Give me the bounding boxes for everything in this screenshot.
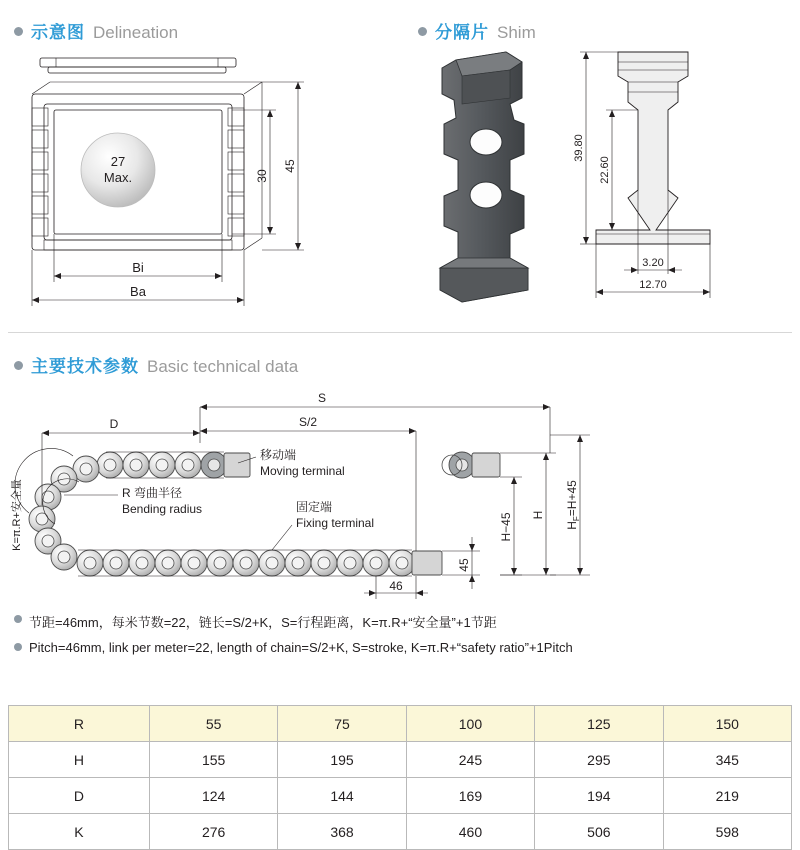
- note-en: [14, 640, 789, 655]
- table-cell: 219: [663, 778, 791, 814]
- table-cell: 169: [406, 778, 534, 814]
- section-title-en: Basic technical data: [147, 357, 299, 376]
- table-row: [9, 814, 792, 850]
- table-cell: 368: [278, 814, 406, 850]
- ball-diameter-indicator: [81, 133, 155, 207]
- table-header-label: R: [9, 706, 150, 742]
- technical-data-table: [8, 705, 792, 850]
- section-title-cn: 分隔片: [435, 23, 489, 42]
- dim-1270-label: 12.70: [639, 279, 667, 291]
- table-row: [9, 706, 792, 742]
- moving-terminal-cn: 移动端: [260, 448, 297, 462]
- bending-radius-cn: R 弯曲半径: [122, 486, 183, 500]
- callout-bending-radius: [64, 485, 202, 516]
- table-row-label: K: [9, 814, 150, 850]
- k-formula-label: K=π.R+安全量: [11, 479, 23, 551]
- bullet-icon: [14, 361, 23, 370]
- table-cell: 245: [406, 742, 534, 778]
- dim-3980-label: 39.80: [573, 134, 585, 162]
- table-row: [9, 778, 792, 814]
- dim-outer-height: [262, 82, 304, 250]
- dim-hf-sub: F: [572, 516, 581, 522]
- table-cell: 194: [535, 778, 663, 814]
- chain-upper-run: [97, 452, 250, 478]
- note-en-text: Pitch=46mm, link per meter=22, length of chain=S/2+K, S=stroke, K=π.R+“safety ratio”+1Pitch: [29, 640, 573, 655]
- top-bar: [40, 58, 236, 73]
- shim-dimension-drawing: [570, 30, 790, 320]
- table-cell: 195: [278, 742, 406, 778]
- note-cn-text: 节距=46mm，每米节数=22，链长=S/2+K，S=行程距离，K=π.R+“安全量”+1节距: [29, 615, 497, 630]
- moving-terminal-en: Moving terminal: [260, 464, 345, 478]
- dim-s2-label: S/2: [298, 415, 318, 429]
- chain-lower-run: [77, 550, 442, 576]
- table-header-cell: 55: [149, 706, 277, 742]
- fixing-terminal-en: Fixing terminal: [296, 516, 375, 530]
- shim-3d-drawing: [410, 40, 580, 310]
- chain-layout-drawing: [10, 385, 630, 605]
- table-cell: 155: [149, 742, 277, 778]
- section-header-delineation: [14, 18, 178, 43]
- table-cell: 124: [149, 778, 277, 814]
- fixing-terminal-cn: 固定端: [296, 500, 333, 514]
- dim-body-height: [599, 110, 615, 230]
- dim-45-label: 45: [283, 159, 297, 173]
- section-title-cn: 主要技术参数: [31, 357, 139, 376]
- table-row-label: H: [9, 742, 150, 778]
- note-cn: [14, 612, 789, 631]
- dim-half-stroke: [200, 415, 416, 551]
- bending-radius-en: Bending radius: [122, 502, 203, 516]
- bullet-icon: [14, 615, 22, 623]
- table-header-cell: 125: [535, 706, 663, 742]
- dim-30-label: 30: [255, 169, 269, 183]
- dim-outer-width: [32, 250, 244, 306]
- dim-bi-label: Bi: [132, 260, 144, 275]
- table-cell: 460: [406, 814, 534, 850]
- dim-inner-width: [54, 234, 222, 282]
- table-cell: 295: [535, 742, 663, 778]
- dim-base-width: [596, 244, 710, 298]
- bullet-icon: [14, 27, 23, 36]
- table-header-cell: 150: [663, 706, 791, 742]
- table-cell: 276: [149, 814, 277, 850]
- section-title-cn: 示意图: [31, 23, 85, 42]
- table-cell: 144: [278, 778, 406, 814]
- dim-320-label: 3.20: [642, 257, 664, 269]
- bullet-icon: [14, 643, 22, 651]
- table-row: [9, 742, 792, 778]
- table-header-cell: 100: [406, 706, 534, 742]
- ball-value: 27: [110, 154, 126, 169]
- table-header-cell: 75: [278, 706, 406, 742]
- ball-unit: Max.: [103, 170, 133, 185]
- dim-pitch: [364, 576, 428, 599]
- table-cell: 598: [663, 814, 791, 850]
- dim-hf-label: H: [565, 521, 579, 530]
- bullet-icon: [418, 27, 427, 36]
- divider: [8, 332, 792, 333]
- delineation-drawing: [18, 48, 338, 318]
- dim-46-label: 46: [389, 579, 403, 593]
- section-title-en: Shim: [497, 23, 536, 42]
- section-header-basic-data: [14, 352, 298, 377]
- dim-h-label: H: [531, 510, 545, 520]
- svg-text:HF=H+45: [565, 480, 581, 530]
- dim-s-label: S: [317, 391, 327, 405]
- dim-ba-label: Ba: [130, 284, 146, 299]
- dim-stroke-s: [200, 391, 550, 453]
- dim-hf: [550, 435, 590, 575]
- table-cell: 506: [535, 814, 663, 850]
- dim-2260-label: 22.60: [599, 156, 611, 184]
- chain-right-terminal: [442, 452, 500, 478]
- dim-hf-rest: =H+45: [565, 480, 579, 517]
- dim-h45-label: H−45: [499, 512, 513, 542]
- dim-inner-height: [232, 110, 276, 234]
- section-title-en: Delineation: [93, 23, 179, 42]
- dim-h-minus-45: [499, 477, 522, 575]
- dim-total-height: [573, 52, 589, 244]
- table-cell: 345: [663, 742, 791, 778]
- callout-moving-terminal: [238, 447, 345, 478]
- notes-block: [14, 612, 789, 664]
- shim-profile: [596, 52, 710, 244]
- dim-d-label: D: [109, 417, 119, 431]
- callout-fixing-terminal: [272, 499, 374, 550]
- shim-body: [440, 52, 528, 302]
- dim-45-right-label: 45: [457, 558, 471, 572]
- dim-45-right: [442, 537, 480, 589]
- table-row-label: D: [9, 778, 150, 814]
